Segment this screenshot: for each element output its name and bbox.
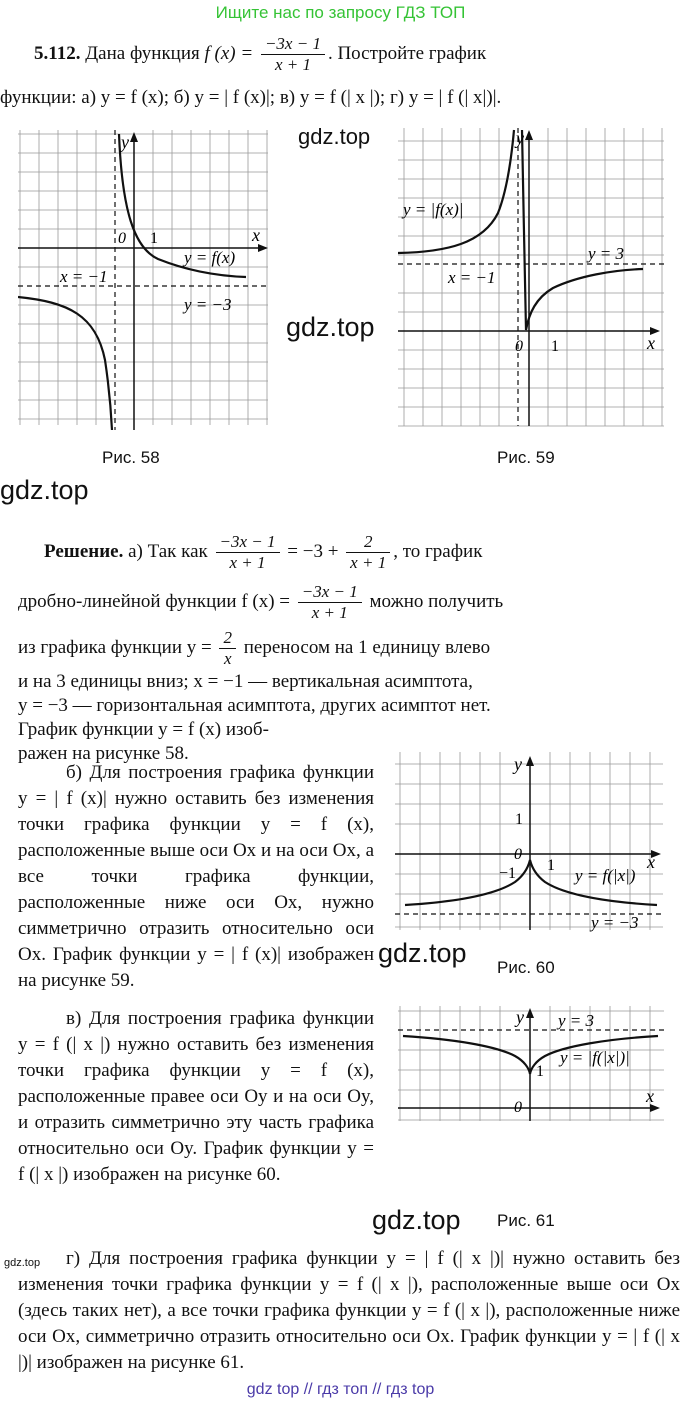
fig58-curve-left-branch: [18, 297, 112, 430]
solution-a-line6: График функции y = f (x) изоб-: [18, 719, 269, 740]
solution-a-line7: ражен на рисунке 58.: [18, 743, 189, 764]
solution-a-frac-repeat-den: x + 1: [311, 603, 348, 622]
solution-a-mid: = −3 +: [287, 540, 339, 562]
fig59-caption: Рис. 59: [497, 448, 555, 467]
fig58-one: 1: [150, 230, 158, 247]
fig61-curve-label: y = |f(|x|)|: [560, 1048, 630, 1067]
solution-a-l2-post: можно получить: [369, 590, 504, 612]
problem-number: 5.112.: [34, 42, 81, 64]
problem-lead: Дана функция: [85, 42, 200, 64]
solution-a-pre: а) Так как: [128, 540, 208, 562]
fig59-x-label: x: [647, 333, 655, 353]
fig59-grid: [398, 128, 664, 426]
footer-links[interactable]: gdz top // гдз топ // гдз top: [246, 1381, 435, 1398]
fig61-y-label: y: [516, 1007, 524, 1027]
fig59-hasym-label: y = 3: [588, 244, 625, 263]
fig61-caption: Рис. 61: [497, 1211, 555, 1230]
fig59-y-arrow: [525, 130, 533, 140]
solution-a-post: , то график: [393, 540, 483, 562]
top-banner[interactable]: Ищите нас по запросу ГДЗ ТОП: [215, 3, 466, 22]
fig58-x-label: x: [252, 225, 260, 245]
fig58-x-arrow: [258, 244, 268, 252]
fig60-origin: 0: [514, 846, 522, 863]
solution-a-frac3: [219, 628, 236, 669]
problem-line2: функции: а) y = f (x); б) y = | f (x)|; в) y = f (| x |); г) y = | f (| x|)|.: [0, 87, 502, 108]
solution-a-line2: [18, 582, 503, 623]
solution-b-paragraph: б) Для построения графика функции y = | f (x)| нужно оставить без изменения точки графика функции y = f (x), расположенные выше оси Ox и на оси Ox, а все точки графика функции, расположенные ниже оси Ox, нужно симметрично отразить относительно оси Ox. График функции y = | f (x)| изображен на рисунке 59.: [18, 762, 374, 991]
figure-59: [398, 128, 666, 428]
fig58-grid: [18, 130, 268, 425]
fig61-one-y: 1: [536, 1063, 544, 1080]
solution-a-frac1-num: −3x − 1: [216, 532, 280, 553]
fig60-y-label: y: [514, 754, 522, 774]
problem-tail: . Постройте график: [327, 42, 487, 64]
fig60-x-label: x: [647, 852, 655, 872]
fig61-x-label: x: [646, 1086, 654, 1106]
fig60-curve-label: y = f(|x|): [575, 866, 636, 885]
solution-a-line1: [44, 532, 482, 573]
fig60-one-x: 1: [547, 857, 555, 874]
fig59-one: 1: [551, 338, 559, 355]
watermark-2: gdz.top: [286, 312, 375, 342]
fig58-y-arrow: [130, 132, 138, 142]
solution-a-frac2-den: x + 1: [350, 553, 387, 572]
solution-a-l3-pre: из графика функции y =: [18, 636, 212, 658]
fig58-vasym-label: x = −1: [60, 267, 108, 286]
solution-a-frac-repeat-num: −3x − 1: [298, 582, 362, 603]
figure-58: [18, 130, 273, 440]
fig60-one-y: 1: [515, 811, 523, 828]
watermark-small: gdz.top: [4, 1257, 41, 1269]
fig60-y-arrow: [526, 756, 534, 766]
watermark-1: gdz.top: [298, 124, 371, 149]
solution-title: Решение.: [44, 540, 124, 562]
figure-60: [395, 752, 667, 937]
solution-a-frac1-den: x + 1: [229, 553, 266, 572]
solution-g-paragraph: г) Для построения графика функции y = | f (| x |)| нужно оставить без изменения точки графика функции y = f (| x |), расположенные выше оси Ox (здесь таких нет), а все точки графика функции y = f (| x |), расположенные ниже оси Ox, симметрично отразить относительно оси Ox. График функции y = | f (| x |)| изображен на рисунке 61.: [18, 1248, 680, 1373]
fig60-minus-one: −1: [499, 865, 517, 882]
fig58-caption: Рис. 58: [102, 448, 160, 467]
fig59-y-label: y: [516, 128, 524, 148]
fig58-origin: 0: [118, 230, 126, 247]
fig60-hasym-label: y = −3: [591, 913, 639, 932]
solution-a-l2-pre: дробно-линейной функции f (x) =: [18, 590, 291, 612]
fig61-y-arrow: [526, 1008, 534, 1018]
watermark-4: gdz.top: [378, 938, 467, 968]
solution-a-frac-repeat: [298, 582, 362, 623]
solution-a-l3-post: переносом на 1 единицу влево: [243, 636, 491, 658]
fig60-caption: Рис. 60: [497, 958, 555, 977]
solution-a-frac3-num: 2: [219, 628, 236, 649]
solution-a-frac3-den: x: [223, 649, 232, 668]
solution-a-frac2: [346, 532, 390, 573]
fig61-origin: 0: [514, 1099, 522, 1116]
fig58-y-label: y: [121, 132, 129, 152]
fig59-curve-left-branch: [398, 130, 514, 253]
fig59-origin: 0: [515, 338, 523, 355]
solution-a-frac1: [216, 532, 280, 573]
problem-header: [34, 34, 486, 75]
solution-a-frac2-num: 2: [346, 532, 390, 553]
fig61-hasym-label: y = 3: [558, 1011, 595, 1030]
problem-frac-den: x + 1: [274, 55, 311, 74]
solution-v-paragraph: в) Для построения графика функции y = f (| x |) нужно оставить без изменения точки графика функции y = f (x), расположенные правее оси Oy и на оси Oy, и отразить симметрично эту часть графика относительно оси Oy. График функции y = f (| x |) изображен на рисунке 60.: [18, 1008, 374, 1185]
fig59-curve-label: y = |f(x)|: [403, 200, 464, 219]
fig58-hasym-label: y = −3: [184, 295, 232, 314]
fig59-vasym-label: x = −1: [448, 268, 496, 287]
solution-a-line5: y = −3 — горизонтальная асимптота, других асимптот нет.: [18, 695, 491, 716]
problem-fraction: [261, 34, 325, 75]
watermark-5: gdz.top: [372, 1205, 461, 1235]
problem-frac-num: −3x − 1: [261, 34, 325, 55]
solution-a-line3: [18, 628, 490, 669]
figure-61: [398, 1006, 666, 1126]
problem-f-lhs: f (x) =: [204, 42, 254, 64]
solution-a-line4: и на 3 единицы вниз; x = −1 — вертикальная асимптота,: [18, 671, 473, 692]
fig58-curve-label: y = f(x): [184, 248, 236, 267]
watermark-3: gdz.top: [0, 475, 89, 505]
